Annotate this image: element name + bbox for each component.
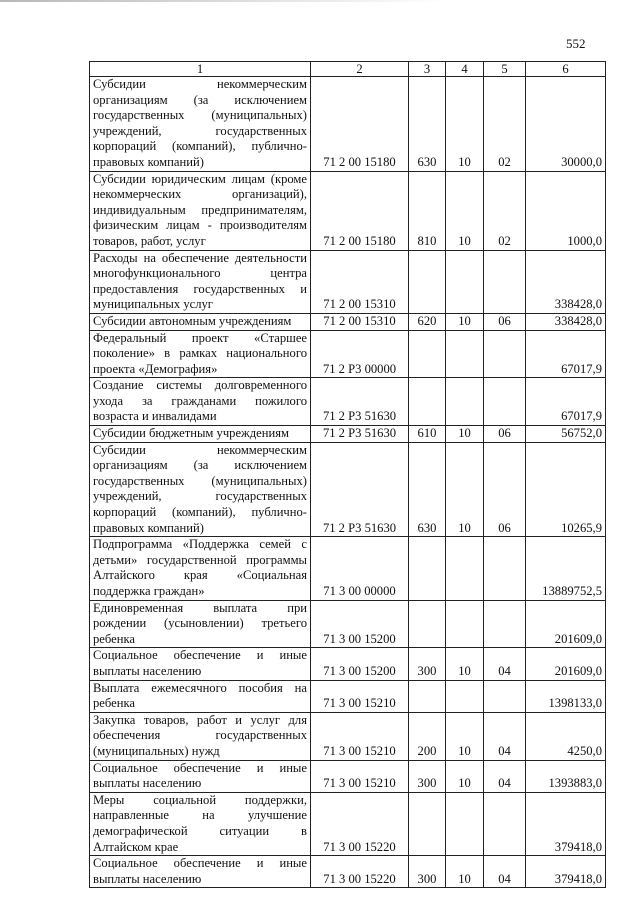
table-row — [90, 426, 606, 443]
header-cell: 3 — [409, 62, 446, 77]
budget-table — [89, 61, 606, 888]
expense-type-cell — [409, 792, 446, 855]
subsection-cell: 02 — [484, 77, 526, 172]
row-name-cell: Субсидии юридическим лицам (кроме некоммерческих организаций), индивидуальным предпринимателям, физическим лицам - производителям товаров, работ, услуг — [90, 171, 311, 250]
amount-cell: 67017,9 — [526, 330, 606, 378]
section-cell — [446, 330, 484, 378]
amount-cell: 4250,0 — [526, 712, 606, 760]
expense-type-cell — [409, 330, 446, 378]
subsection-cell: 04 — [484, 648, 526, 680]
amount-cell: 379418,0 — [526, 856, 606, 888]
header-cell: 5 — [484, 62, 526, 77]
row-name-cell: Социальное обеспечение и иные выплаты населению — [90, 760, 311, 792]
subsection-cell: 02 — [484, 171, 526, 250]
expense-type-cell: 610 — [409, 426, 446, 443]
table-row — [90, 792, 606, 855]
amount-cell: 56752,0 — [526, 426, 606, 443]
row-name-cell: Единовременная выплата при рождении (усыновлении) третьего ребенка — [90, 600, 311, 648]
amount-cell: 338428,0 — [526, 313, 606, 330]
header-cell: 2 — [311, 62, 409, 77]
section-cell: 10 — [446, 442, 484, 537]
expense-type-cell: 200 — [409, 712, 446, 760]
expense-type-cell — [409, 680, 446, 712]
section-cell — [446, 792, 484, 855]
budget-code-cell: 71 3 00 15200 — [311, 648, 409, 680]
expense-type-cell: 300 — [409, 648, 446, 680]
header-cell: 4 — [446, 62, 484, 77]
subsection-cell — [484, 250, 526, 313]
row-name-cell: Субсидии бюджетным учреждениям — [90, 426, 311, 443]
table-row — [90, 680, 606, 712]
row-name-cell: Выплата ежемесячного пособия на ребенка — [90, 680, 311, 712]
subsection-cell: 06 — [484, 426, 526, 443]
table-row — [90, 330, 606, 378]
row-name-cell: Закупка товаров, работ и услуг для обеспечения государственных (муниципальных) нужд — [90, 712, 311, 760]
section-cell — [446, 378, 484, 426]
row-name-cell: Субсидии автономным учреждениям — [90, 313, 311, 330]
budget-code-cell: 71 3 00 00000 — [311, 537, 409, 600]
expense-type-cell: 300 — [409, 760, 446, 792]
budget-code-cell: 71 2 00 15310 — [311, 250, 409, 313]
budget-code-cell: 71 3 00 15220 — [311, 856, 409, 888]
section-cell — [446, 537, 484, 600]
header-cell: 1 — [90, 62, 311, 77]
amount-cell: 30000,0 — [526, 77, 606, 172]
section-cell: 10 — [446, 77, 484, 172]
header-cell: 6 — [526, 62, 606, 77]
section-cell: 10 — [446, 171, 484, 250]
expense-type-cell: 630 — [409, 77, 446, 172]
budget-code-cell: 71 2 00 15310 — [311, 313, 409, 330]
budget-code-cell: 71 2 P3 51630 — [311, 442, 409, 537]
section-cell: 10 — [446, 313, 484, 330]
table-row — [90, 250, 606, 313]
subsection-cell: 04 — [484, 856, 526, 888]
budget-code-cell: 71 3 00 15200 — [311, 600, 409, 648]
subsection-cell — [484, 378, 526, 426]
row-name-cell: Расходы на обеспечение деятельности многофункционального центра предоставления государственных и муниципальных услуг — [90, 250, 311, 313]
table-row — [90, 712, 606, 760]
section-cell: 10 — [446, 426, 484, 443]
table-row — [90, 856, 606, 888]
expense-type-cell: 810 — [409, 171, 446, 250]
subsection-cell: 06 — [484, 442, 526, 537]
table-header-row — [90, 62, 606, 77]
row-name-cell: Создание системы долговременного ухода за гражданами пожилого возраста и инвалидами — [90, 378, 311, 426]
table-row — [90, 171, 606, 250]
budget-code-cell: 71 3 00 15210 — [311, 680, 409, 712]
table-row — [90, 600, 606, 648]
subsection-cell — [484, 600, 526, 648]
amount-cell: 10265,9 — [526, 442, 606, 537]
budget-code-cell: 71 3 00 15220 — [311, 792, 409, 855]
subsection-cell — [484, 537, 526, 600]
budget-code-cell: 71 2 P3 51630 — [311, 426, 409, 443]
row-name-cell: Социальное обеспечение и иные выплаты населению — [90, 856, 311, 888]
expense-type-cell — [409, 600, 446, 648]
row-name-cell: Субсидии некоммерческим организациям (за исключением государственных (муниципальных) учреждений, государственных корпораций (компаний), публично-правовых компаний) — [90, 77, 311, 172]
budget-code-cell: 71 2 P3 51630 — [311, 378, 409, 426]
expense-type-cell: 300 — [409, 856, 446, 888]
expense-type-cell — [409, 378, 446, 426]
budget-code-cell: 71 3 00 15210 — [311, 760, 409, 792]
table-row — [90, 378, 606, 426]
section-cell: 10 — [446, 712, 484, 760]
row-name-cell: Субсидии некоммерческим организациям (за исключением государственных (муниципальных) учреждений, государственных корпораций (компаний), публично-правовых компаний) — [90, 442, 311, 537]
table-row — [90, 760, 606, 792]
expense-type-cell: 630 — [409, 442, 446, 537]
expense-type-cell — [409, 250, 446, 313]
page-number: 552 — [566, 36, 586, 51]
row-name-cell: Федеральный проект «Старшее поколение» в рамках национального проекта «Демография» — [90, 330, 311, 378]
section-cell: 10 — [446, 760, 484, 792]
row-name-cell: Подпрограмма «Поддержка семей с детьми» государственной программы Алтайского края «Социальная поддержка граждан» — [90, 537, 311, 600]
budget-code-cell: 71 3 00 15210 — [311, 712, 409, 760]
amount-cell: 201609,0 — [526, 648, 606, 680]
row-name-cell: Социальное обеспечение и иные выплаты населению — [90, 648, 311, 680]
table-row — [90, 442, 606, 537]
table-row — [90, 648, 606, 680]
budget-code-cell: 71 2 00 15180 — [311, 171, 409, 250]
table-row — [90, 313, 606, 330]
subsection-cell — [484, 330, 526, 378]
amount-cell: 13889752,5 — [526, 537, 606, 600]
amount-cell: 1000,0 — [526, 171, 606, 250]
scan-edge-line — [0, 0, 639, 2]
amount-cell: 1398133,0 — [526, 680, 606, 712]
section-cell: 10 — [446, 856, 484, 888]
row-name-cell: Меры социальной поддержки, направленные на улучшение демографической ситуации в Алтайском крае — [90, 792, 311, 855]
subsection-cell — [484, 792, 526, 855]
expense-type-cell: 620 — [409, 313, 446, 330]
expense-type-cell — [409, 537, 446, 600]
subsection-cell: 06 — [484, 313, 526, 330]
budget-code-cell: 71 2 00 15180 — [311, 77, 409, 172]
subsection-cell — [484, 680, 526, 712]
table-row — [90, 77, 606, 172]
amount-cell: 67017,9 — [526, 378, 606, 426]
amount-cell: 379418,0 — [526, 792, 606, 855]
section-cell — [446, 680, 484, 712]
section-cell — [446, 250, 484, 313]
amount-cell: 201609,0 — [526, 600, 606, 648]
subsection-cell: 04 — [484, 760, 526, 792]
subsection-cell: 04 — [484, 712, 526, 760]
amount-cell: 1393883,0 — [526, 760, 606, 792]
budget-code-cell: 71 2 P3 00000 — [311, 330, 409, 378]
amount-cell: 338428,0 — [526, 250, 606, 313]
table-row — [90, 537, 606, 600]
section-cell — [446, 600, 484, 648]
section-cell: 10 — [446, 648, 484, 680]
